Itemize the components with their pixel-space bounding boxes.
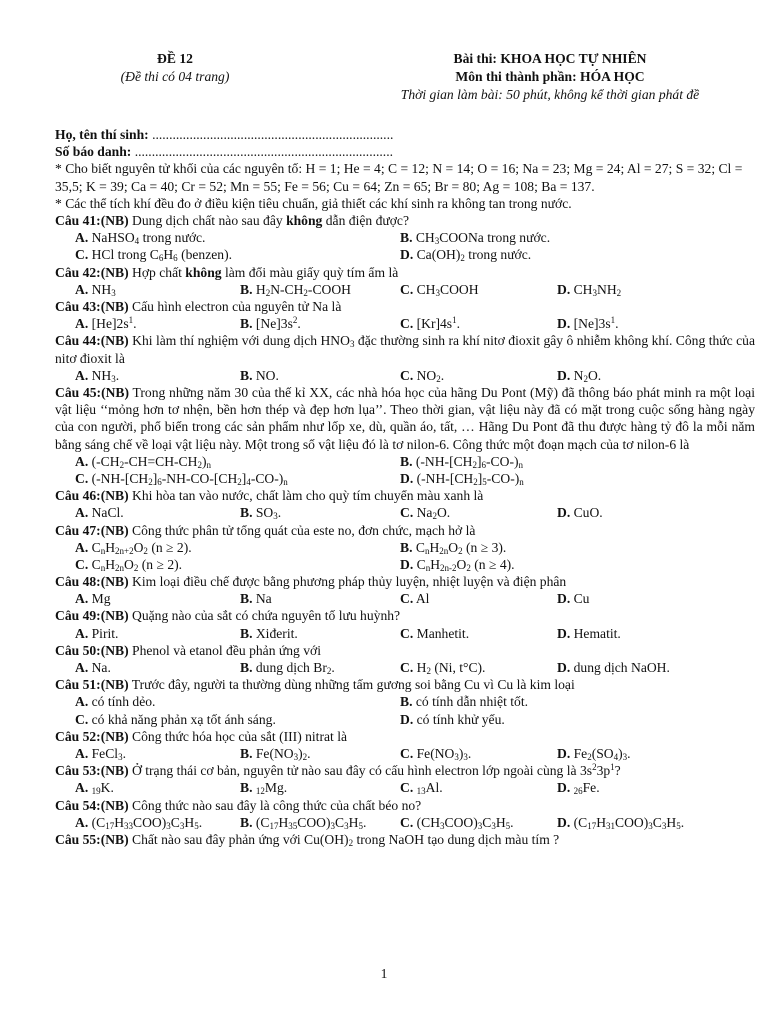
option-a: A. $_{19}$K.: [75, 780, 114, 797]
question-stem: Câu 41:(NB) Dung dịch chất nào sau đây không dẫn điện được?: [55, 212, 409, 228]
question-number: Câu 43:(NB): [55, 298, 129, 314]
option-a: A. $(-CH_2-CH=CH-CH_2)_n$: [75, 453, 211, 470]
question-number: Câu 46:(NB): [55, 488, 129, 504]
question-47: [55, 522, 755, 574]
option-a: A. NaHSO$_4$ trong nước.: [75, 230, 206, 247]
options-row: [55, 745, 755, 762]
option-d: D. $[Ne]3s^1$.: [557, 315, 619, 332]
options-row: [55, 625, 755, 642]
option-a: A. FeCl$_3$.: [75, 746, 126, 763]
question-43: [55, 298, 755, 332]
option-a: A. $NH_3$: [75, 281, 116, 298]
options-row: [55, 814, 755, 831]
question-stem: Câu 46:(NB) Khi hòa tan vào nước, chất làm cho quỳ tím chuyển màu xanh là: [55, 488, 484, 504]
options-row: [55, 229, 755, 246]
question-number: Câu 53:(NB): [55, 763, 129, 779]
option-a: A. $NH_3$.: [75, 367, 120, 384]
option-c: C. $(CH_3COO)_3C_3H_5$.: [400, 814, 514, 831]
option-c: C. $CH_3COOH$: [400, 281, 479, 298]
option-a: A. $(C_{17}H_{33}COO)_3C_3H_5$.: [75, 814, 203, 831]
option-b: B. Xiđerit.: [240, 625, 298, 641]
question-49: [55, 607, 755, 641]
question-51: [55, 676, 755, 728]
option-b: B. có tính dẫn nhiệt tốt.: [400, 694, 528, 710]
option-c: C. $NO_2$.: [400, 367, 445, 384]
question-stem: Câu 49:(NB) Quặng nào của sắt có chứa nguyên tố lưu huỳnh?: [55, 608, 401, 624]
question-number: Câu 44:(NB): [55, 333, 129, 349]
question-42: [55, 264, 755, 298]
option-d: D. $Fe_2(SO_4)_3$.: [557, 746, 631, 763]
option-d: D. CuO.: [557, 505, 603, 521]
question-41: [55, 212, 755, 264]
option-a: A. NaCl.: [75, 505, 124, 521]
options-row: [55, 504, 755, 521]
question-stem: Câu 50:(NB) Phenol và etanol đều phản ứng với: [55, 642, 322, 658]
option-c: C. $Fe(NO_3)_3$.: [400, 746, 472, 763]
candidate-id-label: Số báo danh:: [55, 144, 132, 160]
option-b: B. $SO_3$.: [240, 505, 282, 522]
question-number: Câu 51:(NB): [55, 677, 129, 693]
question-number: Câu 52:(NB): [55, 728, 129, 744]
question-52: [55, 728, 755, 762]
option-b: B. $(C_{17}H_{35}COO)_3C_3H_5$.: [240, 814, 367, 831]
question-number: Câu 47:(NB): [55, 522, 129, 538]
options-row: [55, 246, 755, 263]
option-b: B. $Fe(NO_3)_2$.: [240, 746, 311, 763]
exam-code: ĐỀ 12: [157, 51, 193, 66]
option-d: D. $Ca(OH)_2$ trong nước.: [400, 247, 532, 264]
question-number: Câu 45:(NB): [55, 384, 130, 400]
candidate-id-field: ............................................................................: [131, 144, 393, 160]
time-note: Thời gian làm bài: 50 phút, không kể thời gian phát đề: [400, 87, 700, 102]
option-b: B. $_{12}$Mg.: [240, 780, 288, 797]
question-44: [55, 332, 755, 384]
exam-title-block: [360, 50, 740, 104]
option-b: B. NO.: [240, 367, 279, 383]
option-b: B. $[Ne]3s^2$.: [240, 315, 301, 332]
options-row: [55, 779, 755, 796]
candidate-name-field: .......................................................................: [148, 127, 394, 142]
option-d: D. $_{26}$Fe.: [557, 780, 600, 797]
option-c: C. HCl trong $C_6H_6$ (benzen).: [75, 247, 233, 264]
options-row: [55, 693, 755, 710]
option-c: C. $C_nH_{2n}O_2$ (n ≥ 2).: [75, 556, 183, 573]
options-row: [55, 711, 755, 728]
option-a: A. có tính dẻo.: [75, 694, 156, 710]
question-stem: Câu 51:(NB) Trước đây, người ta thường dùng những tấm gương soi bằng Cu vì Cu là kim loại: [55, 677, 575, 693]
question-stem: Câu 52:(NB) Công thức hóa học của sắt (III) nitrat là: [55, 728, 348, 744]
page-number: 1: [380, 966, 388, 981]
option-c: C. Al: [400, 591, 430, 607]
options-row: [55, 315, 755, 332]
option-c: C. $Na_2O$.: [400, 505, 451, 522]
candidate-id-line: [55, 143, 755, 160]
question-45: [55, 384, 755, 487]
option-a: A. Na.: [75, 660, 111, 676]
candidate-name-line: [55, 126, 755, 143]
options-row: [55, 470, 755, 487]
option-a: A. Mg: [75, 591, 111, 607]
question-55: [55, 831, 755, 848]
pages-note: (Đề thi có 04 trang): [120, 69, 230, 84]
subject-title: Môn thi thành phần: HÓA HỌC: [455, 69, 645, 84]
question-stem: Câu 44:(NB) Khi làm thí nghiệm với dung dịch $HNO_3$ đặc thường sinh ra khí nitơ đioxit gây ô nhiễm không khí. Công thức của nitơ đioxit là: [55, 333, 755, 366]
option-c: C. Manhetit.: [400, 625, 470, 641]
exam-code-block: [100, 50, 250, 86]
option-d: D. $N_2O$.: [557, 367, 602, 384]
options-row: [55, 539, 755, 556]
options-row: [55, 367, 755, 384]
options-row: [55, 453, 755, 470]
question-stem: Câu 55:(NB) Chất nào sau đây phản ứng với $Cu(OH)_2$ trong NaOH tạo dung dịch màu tím ?: [55, 832, 560, 848]
option-c: C. có khả năng phản xạ tốt ánh sáng.: [75, 711, 276, 727]
options-row: [55, 590, 755, 607]
question-stem: Câu 48:(NB) Kim loại điều chế được bằng phương pháp thủy luyện, nhiệt luyện và điện phân: [55, 574, 567, 590]
question-54: [55, 797, 755, 831]
option-b: B. $H_2N-CH_2$-COOH: [240, 281, 351, 298]
question-stem: Câu 54:(NB) Công thức nào sau đây là công thức của chất béo no?: [55, 797, 422, 813]
option-d: D. có tính khử yếu.: [400, 711, 505, 727]
question-stem: Câu 43:(NB) Cấu hình electron của nguyên tử Na là: [55, 298, 342, 314]
options-row: [55, 659, 755, 676]
question-53: [55, 762, 755, 796]
question-stem: Câu 42:(NB) Hợp chất không làm đổi màu giấy quỳ tím ẩm là: [55, 264, 399, 280]
option-a: A. Pirit.: [75, 625, 119, 641]
option-b: B. dung dịch $Br_2$.: [240, 660, 335, 677]
candidate-name-label: Họ, tên thí sinh:: [55, 127, 149, 142]
option-d: D. $(C_{17}H_{31}COO)_3C_3H_5$.: [557, 814, 685, 831]
question-50: [55, 642, 755, 676]
option-a: A. $C_nH_{2n+2}O_2$ (n ≥ 2).: [75, 539, 192, 556]
option-b: B. Na: [240, 591, 272, 607]
option-b: B. $CH_3COONa$ trong nước.: [400, 230, 551, 247]
gas-condition-note: * Các thể tích khí đều đo ở điều kiện tiêu chuẩn, giả thiết các khí sinh ra không tan trong nước.: [55, 195, 572, 211]
question-number: Câu 41:(NB): [55, 212, 129, 228]
option-b: B. $C_nH_{2n}O_2$ (n ≥ 3).: [400, 539, 507, 556]
option-c: C. $_{13}$Al.: [400, 780, 443, 797]
option-a: A. $[He]2s^1$.: [75, 315, 137, 332]
question-stem: Câu 47:(NB) Công thức phân tử tổng quát của este no, đơn chức, mạch hở là: [55, 522, 476, 538]
question-46: [55, 487, 755, 521]
option-d: D. Hematit.: [557, 625, 621, 641]
option-d: D. $CH_3NH_2$: [557, 281, 622, 298]
atomic-mass-note: * Cho biết nguyên tử khối của các nguyên tố: H = 1; He = 4; C = 12; N = 14; O = 16; Na = 23; Mg = 24; Al = 27; S = 32; Cl = 35,5; K = 39; Ca = 40; Cr = 52; Mn = 55; Fe = 56; Cu = 64; Zn = 65; Br = 80; Ag = 108; Ba = 137.: [55, 161, 743, 194]
question-number: Câu 42:(NB): [55, 264, 129, 280]
question-number: Câu 50:(NB): [55, 642, 129, 658]
option-c: C. $H_2$ (Ni, t°C).: [400, 660, 486, 677]
question-number: Câu 55:(NB): [55, 832, 129, 847]
option-c: C. $[Kr]4s^1$.: [400, 315, 461, 332]
question-number: Câu 48:(NB): [55, 574, 129, 590]
option-d: D. dung dịch NaOH.: [557, 660, 670, 676]
option-d: D. $C_nH_{2n-2}O_2$ (n ≥ 4).: [400, 556, 515, 573]
exam-title: Bài thi: KHOA HỌC TỰ NHIÊN: [453, 51, 647, 66]
question-stem: Câu 45:(NB) Trong những năm 30 của thế kỉ XX, các nhà hóa học của hãng Du Pont (Mỹ) đã thông báo phát minh ra một loại vật liệu ‘‘mỏng hơn tơ nhện, bền hơn thép và đẹp hơn lụa’’. Theo thời gian, vật liệu này đã có mặt trong cuộc sống hàng ngày của con người, phổ biến trong các sản phẩm như lốp xe, dù, quần áo, tất, … Hãng Du Pont đã thu được hàng tỷ đô la mỗi năm bằng sáng chế về loại vật liệu này. Một trong số vật liệu đó là tơ nilon-6. Công thức một đoạn mạch của tơ nilon-6 là: [55, 384, 755, 452]
question-48: [55, 573, 755, 607]
question-number: Câu 49:(NB): [55, 608, 129, 624]
question-list: [55, 212, 755, 848]
exam-content: [55, 126, 755, 848]
options-row: [55, 556, 755, 573]
option-c: C. $(-NH-[CH_2]_6-NH-CO-[CH_2]_4-CO-)_n$: [75, 470, 288, 487]
options-row: [55, 281, 755, 298]
option-d: D. Cu: [557, 591, 590, 607]
option-d: D. $(-NH-[CH_2]_5-CO-)_n$: [400, 470, 524, 487]
option-b: B. $(-NH-[CH_2]_6-CO-)_n$: [400, 453, 523, 470]
question-number: Câu 54:(NB): [55, 797, 129, 813]
question-stem: Câu 53:(NB) Ở trạng thái cơ bản, nguyên tử nào sau đây có cấu hình electron lớp ngoài cùng là $3s^23p^1$?: [55, 762, 621, 779]
